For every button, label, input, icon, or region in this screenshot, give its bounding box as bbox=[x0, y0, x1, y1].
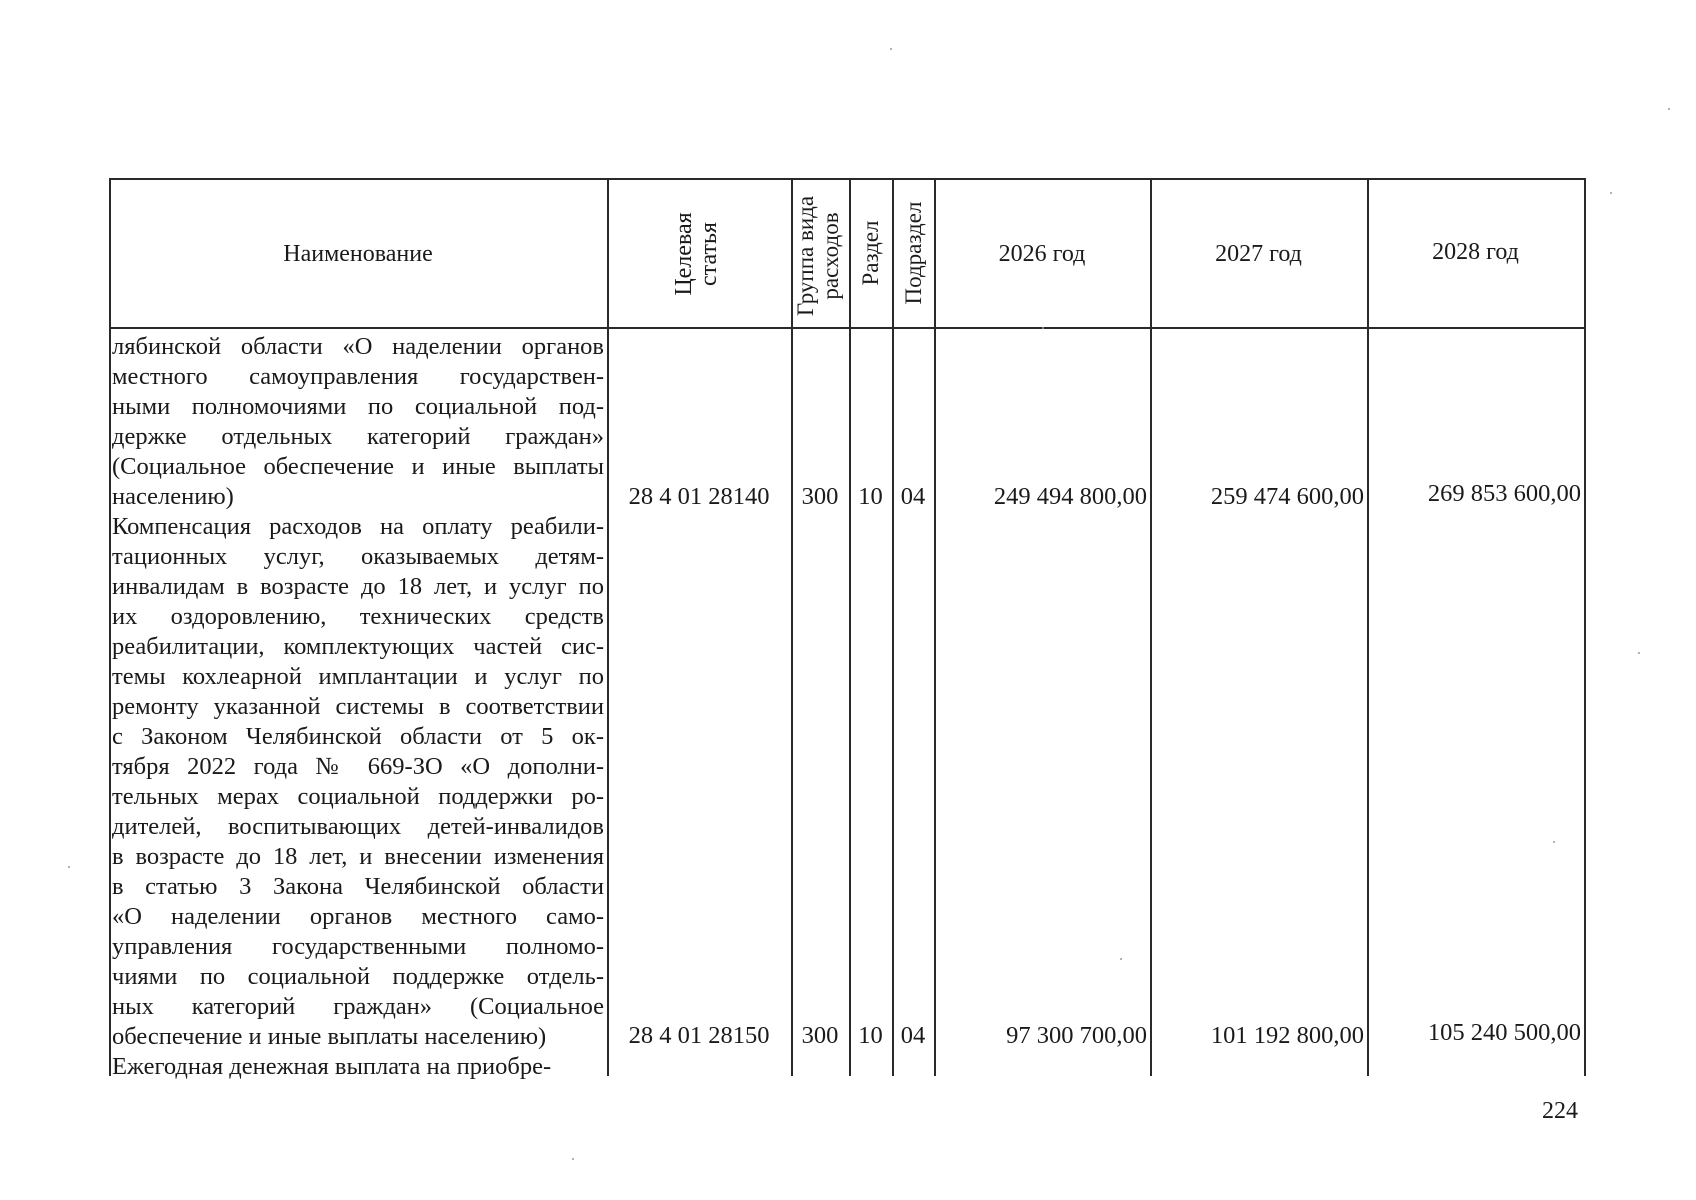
header-target-article: Целевая статья bbox=[671, 212, 722, 296]
table-left-border bbox=[109, 178, 111, 1076]
column-divider bbox=[934, 178, 936, 1076]
year-2026-cell: 249 494 800,00 bbox=[993, 483, 1147, 510]
name-line: «О наделении органов местного само- bbox=[112, 903, 604, 930]
name-line: чиями по социальной поддержке отдель- bbox=[112, 963, 604, 990]
year-2027-cell: 101 192 800,00 bbox=[1210, 1022, 1364, 1049]
header-subsection: Подраздел bbox=[901, 201, 926, 305]
name-line: (Социальное обеспечение и иные выплаты bbox=[112, 453, 604, 480]
subsection-cell: 04 bbox=[900, 1022, 926, 1049]
name-line: ных категорий граждан» (Социальное bbox=[112, 993, 604, 1020]
scan-speck bbox=[68, 866, 70, 868]
column-divider bbox=[892, 178, 894, 1076]
name-line: с Законом Челябинской области от 5 ок- bbox=[112, 723, 604, 750]
name-line: темы кохлеарной имплантации и услуг по bbox=[112, 663, 604, 690]
scan-speck bbox=[890, 48, 892, 50]
name-line: ными полномочиями по социальной под- bbox=[112, 393, 604, 420]
name-line: тября 2022 года № 669-ЗО «О дополни- bbox=[112, 753, 604, 780]
column-divider bbox=[1367, 178, 1369, 1076]
scan-speck bbox=[1638, 652, 1640, 654]
column-divider bbox=[1150, 178, 1152, 1076]
column-divider bbox=[607, 178, 609, 1076]
header-year-2028: 2028 год bbox=[1432, 239, 1519, 265]
name-line: Компенсация расходов на оплату реабили- bbox=[112, 513, 604, 540]
header-year-2027: 2027 год bbox=[1215, 241, 1302, 267]
expense-group-cell: 300 bbox=[801, 483, 839, 510]
name-line: обеспечение и иные выплаты населению) bbox=[112, 1023, 547, 1050]
year-2027-cell: 259 474 600,00 bbox=[1210, 483, 1364, 510]
target-article-cell: 28 4 01 28140 bbox=[628, 483, 770, 510]
scan-speck bbox=[1553, 841, 1555, 843]
page-number: 224 bbox=[1542, 1098, 1578, 1124]
target-article-cell: 28 4 01 28150 bbox=[628, 1022, 770, 1049]
column-divider bbox=[849, 178, 851, 1076]
section-cell: 10 bbox=[858, 483, 883, 510]
name-line: населению) bbox=[112, 483, 234, 510]
scan-speck bbox=[1610, 192, 1612, 194]
name-line: дителей, воспитывающих детей-инвалидов bbox=[112, 813, 604, 840]
name-line: инвалидам в возрасте до 18 лет, и услуг по bbox=[112, 573, 604, 600]
name-line: держке отдельных категорий граждан» bbox=[112, 423, 604, 450]
scan-speck bbox=[1120, 958, 1122, 960]
name-line: Ежегодная денежная выплата на приобре- bbox=[112, 1053, 552, 1080]
header-year-2026: 2026 год bbox=[998, 241, 1086, 267]
name-line: их оздоровлению, технических средств bbox=[112, 603, 604, 630]
table-top-border bbox=[109, 178, 1586, 180]
name-line: ремонту указанной системы в соответствии bbox=[112, 693, 604, 720]
scan-speck bbox=[572, 1158, 574, 1160]
name-line: в статью 3 Закона Челябинской области bbox=[112, 873, 604, 900]
name-line: управления государственными полномо- bbox=[112, 933, 604, 960]
section-cell: 10 bbox=[858, 1022, 883, 1049]
year-2026-cell: 97 300 700,00 bbox=[1006, 1022, 1147, 1049]
header-bottom-border bbox=[109, 327, 1586, 329]
year-2028-cell: 105 240 500,00 bbox=[1427, 1019, 1581, 1046]
name-line: лябинской области «О наделении органов bbox=[112, 333, 604, 360]
expense-group-cell: 300 bbox=[801, 1022, 839, 1049]
header-section: Раздел bbox=[858, 220, 883, 286]
name-line: реабилитации, комплектующих частей сис- bbox=[112, 633, 604, 660]
subsection-cell: 04 bbox=[900, 483, 926, 510]
year-2028-cell: 269 853 600,00 bbox=[1427, 480, 1581, 507]
name-line: тельных мерах социальной поддержки ро- bbox=[112, 783, 604, 810]
name-column-text bbox=[112, 332, 604, 1082]
name-line: тационных услуг, оказываемых детям- bbox=[112, 543, 604, 570]
header-expense-group: Группа вида расходов bbox=[793, 195, 843, 317]
name-line: местного самоуправления государствен- bbox=[112, 363, 604, 390]
header-name: Наименование bbox=[283, 241, 433, 267]
scan-speck bbox=[1042, 327, 1044, 329]
name-line: в возрасте до 18 лет, и внесении изменения bbox=[112, 843, 604, 870]
table-right-border bbox=[1584, 178, 1586, 1076]
scan-speck bbox=[1668, 108, 1670, 110]
